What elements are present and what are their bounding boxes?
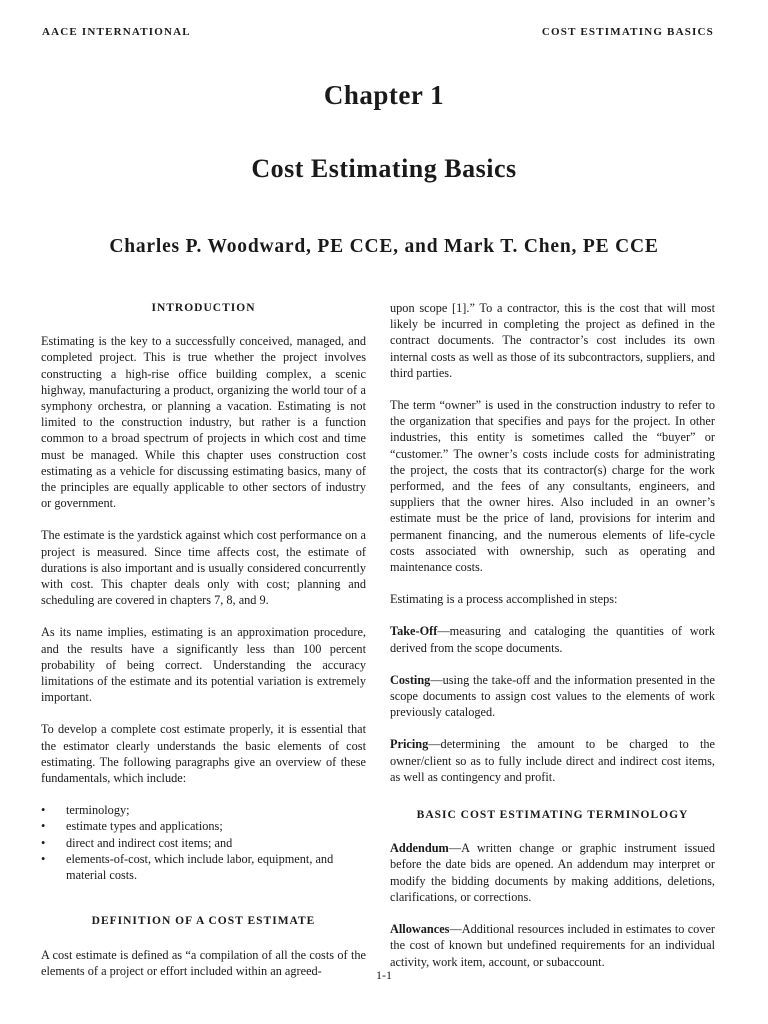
paragraph: To develop a complete cost estimate properly, it is essential that the estimator clearly understands the basic elements of cost estimating. The following paragraphs give an overview of these fundamentals, which include: bbox=[41, 722, 366, 786]
running-head-left: AACE INTERNATIONAL bbox=[42, 26, 191, 38]
chapter-title: Cost Estimating Basics bbox=[251, 154, 517, 183]
paragraph: The term “owner” is used in the construction industry to refer to the organization that specifies and pays for the project. In other industries, this entity is sometimes called the “buyer” or “customer.” The owner’s costs include costs for administrating the project, the costs that its contractor(s) charge for the work performed, and the fees of any consultants, engineers, and suppliers that the owner hires. Also included in an owner’s estimate must be the price of land, provisions for interim and permanent financing, and the numerous elements of life-cycle costs associated with ownership, such as operating and maintenance costs. bbox=[390, 398, 715, 575]
step-entry-take-off bbox=[390, 623, 715, 655]
bullet-icon: • bbox=[41, 819, 46, 834]
left-column bbox=[41, 300, 366, 995]
list-item-text: elements-of-cost, which include labor, equipment, and material costs. bbox=[66, 851, 334, 883]
right-column bbox=[390, 300, 715, 986]
term-label: Take-Off bbox=[390, 624, 438, 639]
chapter-label: Chapter 1 bbox=[323, 80, 445, 110]
term-definition: —determining the amount to be charged to the owner/client so as to fully include direct and indirect cost items, as well as contingency and profit. bbox=[390, 737, 715, 784]
list-item-text: estimate types and applications; bbox=[66, 819, 223, 834]
paragraph: A cost estimate is defined as “a compilation of all the costs of the elements of a project or effort included within an agreed- bbox=[41, 947, 366, 978]
term-label: Allowances bbox=[390, 922, 450, 937]
running-head-right: COST ESTIMATING BASICS bbox=[541, 26, 714, 38]
bullet-icon: • bbox=[41, 835, 46, 850]
section-heading-introduction: INTRODUCTION bbox=[151, 302, 256, 314]
list-item bbox=[41, 835, 366, 851]
term-definition: —Additional resources included in estimates to cover the cost of known but undefined requirements for an individual activity, work item, account, or subaccount. bbox=[390, 922, 715, 969]
section-heading-definition: DEFINITION OF A COST ESTIMATE bbox=[91, 915, 316, 928]
paragraph: upon scope [1].” To a contractor, this is the cost that will most likely be incurred in completing the project as defined in the contract documents. The contractor’s cost includes its own internal costs as well as those of its subcontractors, suppliers, and third parties. bbox=[390, 301, 715, 380]
term-label: Addendum bbox=[390, 841, 449, 856]
section-heading-terminology: BASIC COST ESTIMATING TERMINOLOGY bbox=[416, 809, 689, 822]
list-item bbox=[41, 802, 366, 818]
term-label: Costing bbox=[390, 672, 431, 687]
paragraph: Estimating is the key to a successfully conceived, managed, and completed project. This is true whether the project involves constructing a high-rise office building complex, a scenic highway, manufacturing a product, organizing the world tour of a symphony orchestra, or planning a vacation. Estimating is not limited to the construction industry, but rather is a function common to a broad spectrum of projects in which cost and time must be managed. While this chapter uses construction cost estimating as a vehicle for discussing estimating basics, many of the principles are equally applicable to other sectors of industry or government. bbox=[41, 334, 366, 511]
bullet-icon: • bbox=[41, 851, 46, 866]
step-entry-costing bbox=[390, 672, 715, 721]
term-definition: —A written change or graphic instrument issued before the date bids are opened. An addendum may interpret or modify the bidding documents by making additions, deletions, clarifications, or corrections. bbox=[390, 841, 715, 904]
glossary-entry-addendum bbox=[390, 840, 715, 905]
glossary-entry-allowances bbox=[390, 921, 715, 970]
authors: Charles P. Woodward, PE CCE, and Mark T. Chen, PE CCE bbox=[109, 236, 659, 257]
list-item bbox=[41, 818, 366, 834]
paragraph: Estimating is a process accomplished in steps: bbox=[390, 592, 618, 607]
page-number: 1-1 bbox=[376, 968, 392, 982]
list-item bbox=[41, 851, 366, 883]
fundamentals-list bbox=[41, 802, 366, 883]
paragraph: The estimate is the yardstick against which cost performance on a project is measured. Since time affects cost, the estimate of durations is also important and is usually considered concurrently with cost. This chapter deals only with cost; planning and scheduling are covered in chapters 7, 8, and 9. bbox=[41, 528, 366, 608]
step-entry-pricing bbox=[390, 736, 715, 785]
list-item-text: direct and indirect cost items; and bbox=[66, 835, 233, 850]
list-item-text: terminology; bbox=[66, 803, 130, 818]
term-definition: —measuring and cataloging the quantities of work derived from the scope documents. bbox=[390, 624, 715, 655]
term-label: Pricing bbox=[390, 737, 429, 752]
bullet-icon: • bbox=[41, 803, 46, 818]
paragraph: As its name implies, estimating is an approximation procedure, and the results have a significantly less than 100 percent probability of being correct. Understanding the accuracy limitations of the estimate and its potential variation is extremely important. bbox=[41, 625, 366, 705]
term-definition: —using the take-off and the information presented in the scope documents to assign cost values to the elements of work previously cataloged. bbox=[390, 672, 715, 720]
